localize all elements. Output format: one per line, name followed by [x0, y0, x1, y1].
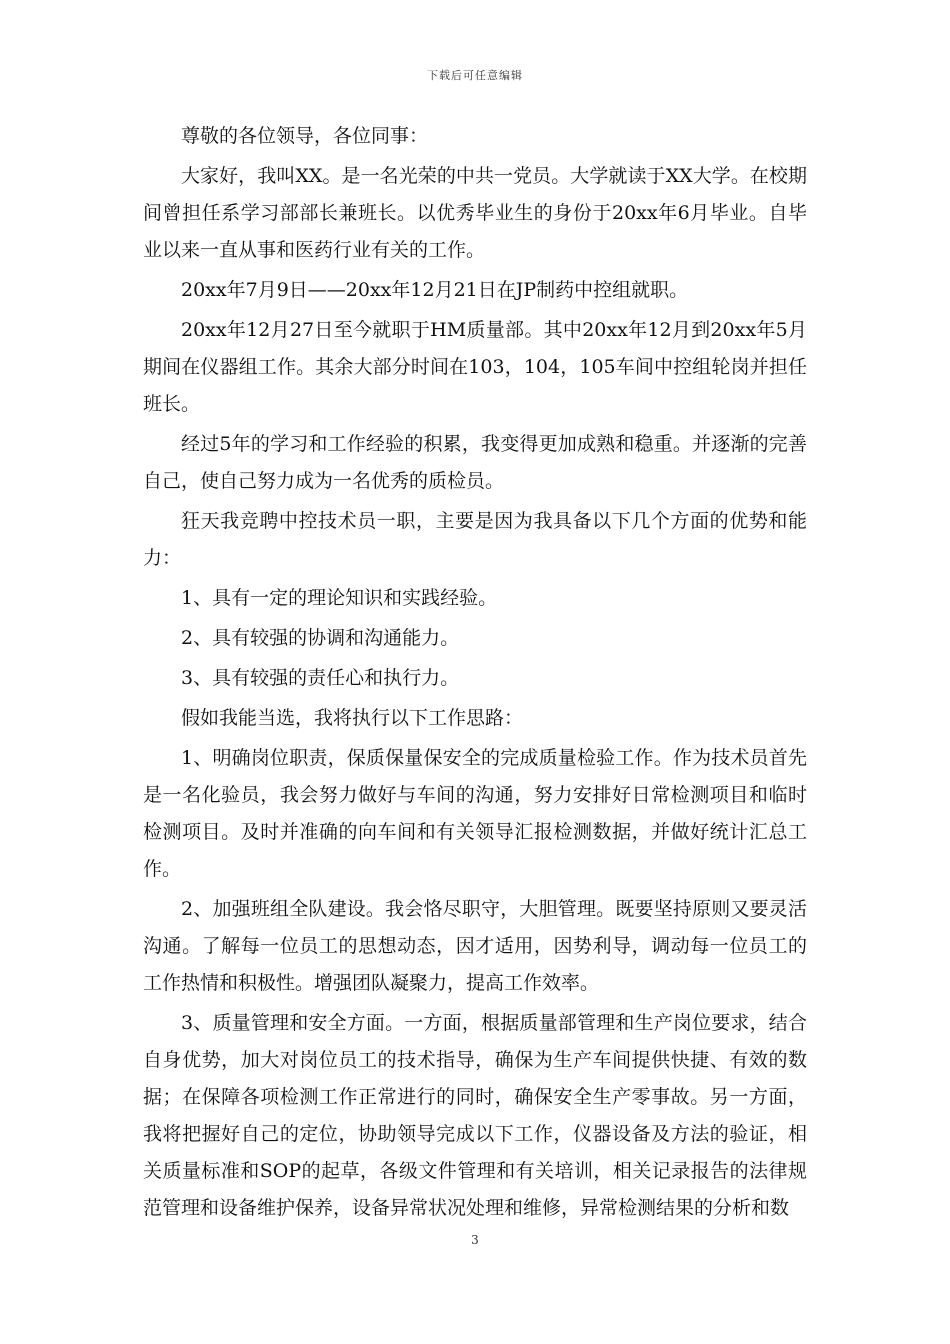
paragraph-intro: 大家好，我叫XX。是一名光荣的中共一党员。大学就读于XX大学。在校期间曾担任系学习部部长兼班长。以优秀毕业生的身份于20xx年6月毕业。自毕业以来一直从事和医药行业有关的工作。: [143, 165, 807, 261]
list-item-advantage-2: 2、具有较强的协调和沟通能力。: [181, 627, 460, 649]
document-body: [143, 118, 807, 1230]
page-number: 3: [471, 1233, 479, 1247]
list-item-advantage-3: 3、具有较强的责任心和执行力。: [181, 667, 460, 689]
paragraph-experience: 经过5年的学习和工作经验的积累，我变得更加成熟和稳重。并逐渐的完善自己，使自己努力成为一名优秀的质检员。: [143, 433, 807, 492]
paragraph-plan-intro: 假如我能当选，我将执行以下工作思路：: [181, 707, 524, 729]
paragraph-job-2: 20xx年12月27日至今就职于HM质量部。其中20xx年12月到20xx年5月期间在仪器组工作。其余大部分时间在103，104，105车间中控组轮岗并担任班长。: [143, 319, 807, 415]
list-item-plan-3: 3、质量管理和安全方面。一方面，根据质量部管理和生产岗位要求，结合自身优势，加大对岗位员工的技术指导，确保为生产车间提供快捷、有效的数据；在保障各项检测工作正常进行的同时，确保安全生产零事故。另一方面，我将把握好自己的定位，协助领导完成以下工作，仪器设备及方法的验证，相关质量标准和SOP的起草，各级文件管理和有关培训，相关记录报告的法律规范管理和设备维护保养，设备异常状况处理和维修，异常检测结果的分析和数: [143, 1012, 807, 1219]
salutation: 尊敬的各位领导，各位同事：: [181, 125, 429, 147]
list-item-plan-2: 2、加强班组全队建设。我会恪尽职守，大胆管理。既要坚持原则又要灵活沟通。了解每一位员工的思想动态，因才适用，因势利导，调动每一位员工的工作热情和积极性。增强团队凝聚力，提高工作效率。: [143, 898, 807, 994]
paragraph-motivation: 狂天我竞聘中控技术员一职，主要是因为我具备以下几个方面的优势和能力：: [143, 510, 807, 569]
list-item-plan-1: 1、明确岗位职责，保质保量保安全的完成质量检验工作。作为技术员首先是一名化验员，我会努力做好与车间的沟通，努力安排好日常检测项目和临时检测项目。及时并准确的向车间和有关领导汇报检测数据，并做好统计汇总工作。: [143, 747, 807, 880]
paragraph-job-1: 20xx年7月9日——20xx年12月21日在JP制药中控组就职。: [181, 279, 689, 301]
list-item-advantage-1: 1、具有一定的理论知识和实践经验。: [181, 587, 498, 609]
page-header: 下载后可任意编辑: [427, 69, 523, 82]
